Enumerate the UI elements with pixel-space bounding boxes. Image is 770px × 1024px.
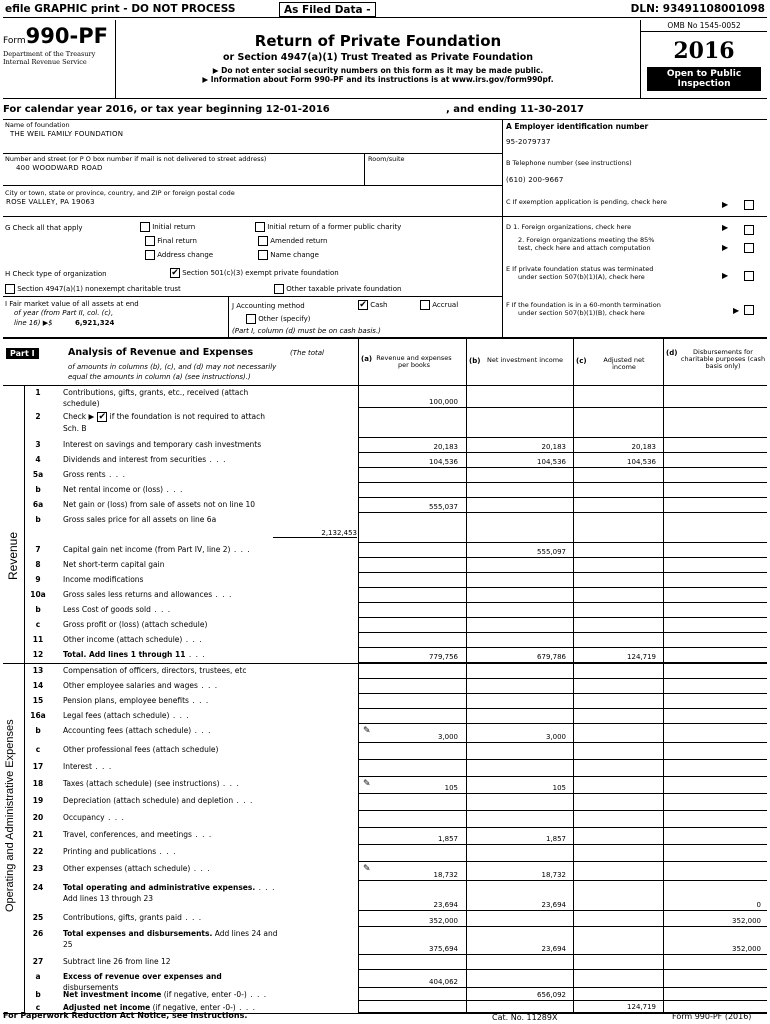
- amount-col-a: 23,694: [433, 901, 458, 909]
- line-description: Check ▶ ✔ if the foundation is not required to attach Sch. B: [63, 412, 265, 433]
- cash-option[interactable]: ✔ Cash: [359, 300, 388, 310]
- form-title: Return of Private Foundation: [254, 32, 502, 50]
- line-number: a: [35, 972, 41, 981]
- line-number: 23: [32, 864, 44, 873]
- line-description: Net investment income (if negative, enter -0-) . . .: [63, 990, 268, 999]
- amount-col-b: 23,694: [541, 945, 566, 953]
- line-number: 25: [32, 913, 44, 922]
- line-description: Contributions, gifts, grants, etc., received (attach schedule): [63, 388, 249, 408]
- name-change-checkbox[interactable]: [258, 250, 268, 260]
- part-i-line-27: [3, 955, 767, 970]
- amount-col-c: 20,183: [631, 443, 656, 451]
- street-label: Number and street (or P O box number if mail is not delivered to street address): [5, 155, 267, 163]
- amount-col-b: 20,183: [541, 443, 566, 451]
- g-final-return[interactable]: Final return: [145, 236, 197, 246]
- room-label: Room/suite: [368, 155, 405, 163]
- part-i-line-b: [3, 603, 767, 618]
- amount-col-a: 3,000: [437, 733, 458, 741]
- line-number: b: [35, 485, 41, 494]
- amount-col-a: 375,694: [429, 945, 458, 953]
- part-i-line-5a: [3, 468, 767, 483]
- part-i-line-8: [3, 558, 767, 573]
- form-title-block: [120, 32, 636, 84]
- line-description: Interest . . .: [63, 762, 113, 771]
- line-number: 14: [32, 681, 44, 690]
- calendar-year-line: [3, 104, 330, 115]
- line-description: Capital gain net income (from Part IV, line 2) . . .: [63, 545, 251, 554]
- amount-col-c: 104,536: [627, 458, 656, 466]
- line-number: 26: [32, 929, 44, 938]
- attachment-icon[interactable]: ✎: [363, 864, 371, 874]
- line-description: Total. Add lines 1 through 11 . . .: [63, 650, 206, 659]
- line-number: 24: [32, 883, 44, 892]
- omb-number: OMB No 1545-0052: [641, 20, 767, 32]
- e-label-a: E If private foundation status was terminated: [506, 265, 654, 273]
- g-name-change[interactable]: Name change: [258, 250, 319, 260]
- part-i-line-b: [3, 988, 767, 1001]
- part-i-line-b: [3, 724, 767, 743]
- g-initial-return[interactable]: Initial return: [140, 222, 195, 232]
- line-number: 15: [32, 696, 44, 705]
- part-i-line-20: [3, 811, 767, 828]
- line-description: Income modifications: [63, 575, 144, 584]
- line-description: Printing and publications . . .: [63, 847, 177, 856]
- line-description: Compensation of officers, directors, trustees, etc: [63, 666, 247, 675]
- amount-col-b: 1,857: [545, 835, 566, 843]
- line-number: 10a: [30, 590, 46, 599]
- d2-checkbox[interactable]: [744, 243, 754, 253]
- line-description: Less Cost of goods sold . . .: [63, 605, 172, 614]
- line-description: Contributions, gifts, grants paid . . .: [63, 913, 203, 922]
- d1-label: D 1. Foreign organizations, check here: [506, 223, 632, 231]
- info-note: ▶ Information about Form 990-PF and its instructions is at www.irs.gov/form990pf.: [202, 75, 554, 84]
- line-description: Other professional fees (attach schedule): [63, 745, 219, 754]
- amount-col-a: 20,183: [433, 443, 458, 451]
- omb-year-block: [640, 20, 767, 98]
- foundation-name-label: Name of foundation: [5, 121, 70, 129]
- f-label-b: under section 507(b)(1)(B), check here: [518, 309, 645, 317]
- line-description: Other expenses (attach schedule) . . .: [63, 864, 211, 873]
- line-number: 18: [32, 779, 44, 788]
- line-number: 5a: [32, 470, 44, 479]
- fmv-label-2: of year (from Part II, col. (c),: [14, 309, 114, 317]
- line-number: 27: [32, 957, 44, 966]
- line-number: 21: [32, 830, 44, 839]
- cash-checkbox[interactable]: ✔: [359, 300, 367, 310]
- amount-col-a: 404,062: [429, 978, 458, 986]
- attachment-icon[interactable]: ✎: [363, 726, 371, 736]
- g-amended-return[interactable]: Amended return: [258, 236, 327, 246]
- line-number: 22: [32, 847, 44, 856]
- line-description: Pension plans, employee benefits . . .: [63, 696, 210, 705]
- h-other-checkbox[interactable]: [274, 284, 284, 294]
- initial-former-checkbox[interactable]: [255, 222, 265, 232]
- line-number: 6a: [32, 500, 44, 509]
- line-description: Accounting fees (attach schedule) . . .: [63, 726, 212, 735]
- line-description: Net rental income or (loss) . . .: [63, 485, 184, 494]
- part-i-line-c: [3, 743, 767, 760]
- cash-basis-note: (Part I, column (d) must be on cash basis.): [232, 327, 381, 335]
- line-description: Dividends and interest from securities . . .: [63, 455, 227, 464]
- line-number: b: [35, 515, 41, 524]
- line-number: 1: [35, 388, 41, 397]
- amount-col-a: 104,536: [429, 458, 458, 466]
- part-i-line-9: [3, 573, 767, 588]
- g-check-label: G Check all that apply: [5, 224, 83, 232]
- tax-year-begin: For calendar year 2016, or tax year beginning 12-01-2016: [3, 104, 330, 115]
- amount-col-a: 779,756: [429, 653, 458, 661]
- print-note: efile GRAPHIC print - DO NOT PROCESS: [5, 3, 236, 15]
- address-change-checkbox[interactable]: [145, 250, 155, 260]
- gross-sales-price-value: 2,132,453: [273, 529, 357, 538]
- form-number: 990-PF: [25, 24, 108, 48]
- tax-year-end: , and ending 11-30-2017: [446, 104, 584, 115]
- line-description: Gross rents . . .: [63, 470, 126, 479]
- paperwork-notice: For Paperwork Reduction Act Notice, see instructions.: [3, 1011, 248, 1020]
- amount-col-b: 23,694: [541, 901, 566, 909]
- line-description: Interest on savings and temporary cash investments: [63, 440, 262, 449]
- other-method-checkbox[interactable]: [246, 314, 256, 324]
- attachment-icon[interactable]: ✎: [363, 779, 371, 789]
- line-description: Taxes (attach schedule) (see instructions) . . .: [63, 779, 240, 788]
- part-i-line-26: [3, 927, 767, 955]
- line-description: Excess of revenue over expenses and disbursements: [63, 972, 222, 992]
- ssn-note: ▶ Do not enter social security numbers on this form as it may be made public.: [212, 66, 544, 75]
- amount-col-b: 679,786: [537, 653, 566, 661]
- amended-return-checkbox[interactable]: [258, 236, 268, 246]
- line-number: 3: [35, 440, 41, 449]
- f-label-a: F If the foundation is in a 60-month termination: [506, 301, 661, 309]
- h-501c3-option[interactable]: ✔ Section 501(c)(3) exempt private foundation: [171, 268, 339, 278]
- part-i-line-7: [3, 543, 767, 558]
- tax-year: 2016: [673, 38, 735, 64]
- col-d-header: Disbursements for charitable purposes (cash basis only): [680, 348, 766, 370]
- part-i-line-4: [3, 453, 767, 468]
- top-status-bar: [3, 2, 767, 18]
- exemption-pending-label: C If exemption application is pending, check here: [506, 198, 667, 206]
- foundation-name: THE WEIL FAMILY FOUNDATION: [10, 130, 124, 138]
- street-value: 400 WOODWARD ROAD: [16, 164, 103, 172]
- amount-col-b: 104,536: [537, 458, 566, 466]
- part-i-line-11: [3, 633, 767, 648]
- line-description: Total operating and administrative expenses. . . . Add lines 13 through 23: [63, 883, 276, 903]
- amount-col-a: 18,732: [433, 871, 458, 879]
- dln-number: DLN: 93491108001098: [630, 3, 765, 15]
- line-number: 20: [32, 813, 44, 822]
- line-description: Net short-term capital gain: [63, 560, 165, 569]
- phone-label: B Telephone number (see instructions): [506, 159, 632, 167]
- amount-col-a: 555,037: [429, 503, 458, 511]
- accounting-method-label: J Accounting method: [232, 302, 305, 310]
- amount-col-d: 352,000: [732, 945, 761, 953]
- amount-col-d: 0: [756, 901, 761, 909]
- h-type-label: H Check type of organization: [5, 270, 107, 278]
- part-i-line-23: [3, 862, 767, 881]
- d1-checkbox[interactable]: [744, 225, 754, 235]
- form-id-block: [3, 20, 115, 98]
- line-number: b: [35, 726, 41, 735]
- form-prefix: Form: [3, 36, 26, 46]
- form-footer-id: Form 990-PF (2016): [672, 1012, 752, 1021]
- line-description: Other employee salaries and wages . . .: [63, 681, 219, 690]
- amount-col-a: 105: [444, 784, 458, 792]
- part-i-desc-2: equal the amounts in column (a) (see instructions).): [68, 373, 251, 381]
- e-label-b: under section 507(b)(1)(A), check here: [518, 273, 645, 281]
- phone-value: (610) 200-9667: [506, 176, 564, 184]
- line-description: Legal fees (attach schedule) . . .: [63, 711, 190, 720]
- part-i-line-15: [3, 694, 767, 709]
- dept-irs: Internal Revenue Service: [3, 58, 87, 66]
- line-number: b: [35, 605, 41, 614]
- part-i-line-1: [3, 386, 767, 408]
- public-inspection-badge: Open to Public Inspection: [647, 67, 761, 91]
- part-i-line-18: [3, 777, 767, 794]
- ein-label: A Employer identification number: [506, 122, 649, 131]
- dept-treasury: Department of the Treasury: [3, 50, 96, 58]
- part-i-line-13: [3, 664, 767, 679]
- amount-col-c: 124,719: [627, 653, 656, 661]
- h-501c3-checkbox[interactable]: ✔: [171, 268, 179, 278]
- part-i-line-17: [3, 760, 767, 777]
- part-i-line-16a: [3, 709, 767, 724]
- line-description: Gross sales less returns and allowances . . .: [63, 590, 233, 599]
- col-c-header: Adjusted net income: [603, 356, 645, 371]
- line-number: 2: [35, 412, 41, 421]
- line-description: Total expenses and disbursements. Add lines 24 and 25: [63, 929, 278, 949]
- city-label: City or town, state or province, country, and ZIP or foreign postal code: [5, 189, 235, 197]
- g-initial-former[interactable]: Initial return of a former public charity: [255, 222, 401, 232]
- line-number: 8: [35, 560, 41, 569]
- cat-number: Cat. No. 11289X: [492, 1013, 558, 1022]
- line-description: Depreciation (attach schedule) and depletion . . .: [63, 796, 254, 805]
- initial-return-checkbox[interactable]: [140, 222, 150, 232]
- part-i-line-12: [3, 648, 767, 663]
- col-b-header: Net investment income: [486, 356, 564, 364]
- sch-b-checkbox[interactable]: ✔: [98, 412, 106, 422]
- line-number: 12: [32, 650, 44, 659]
- filed-data-label: As Filed Data -: [279, 2, 376, 17]
- line-number: 17: [32, 762, 44, 771]
- accrual-checkbox[interactable]: [420, 300, 430, 310]
- accrual-option[interactable]: Accrual: [420, 300, 458, 310]
- part-i-title: Analysis of Revenue and Expenses: [68, 347, 254, 358]
- revenue-side-label: Revenue: [6, 531, 20, 580]
- line-number: c: [35, 1003, 41, 1012]
- amount-col-a: 100,000: [429, 398, 458, 406]
- form-subtitle: or Section 4947(a)(1) Trust Treated as Private Foundation: [222, 52, 534, 63]
- line-description: Adjusted net income (if negative, enter -0-) . . .: [63, 1003, 257, 1012]
- part-i-desc-1: of amounts in columns (b), (c), and (d) may not necessarily: [68, 363, 277, 371]
- amount-col-b: 18,732: [541, 871, 566, 879]
- amount-col-a: 1,857: [437, 835, 458, 843]
- part-i-line-3: [3, 438, 767, 453]
- line-number: 9: [35, 575, 41, 584]
- amount-col-b: 105: [552, 784, 566, 792]
- fmv-label-3: line 16) ▶$: [14, 319, 53, 327]
- part-i-line-b: [3, 483, 767, 498]
- line-number: c: [35, 745, 41, 754]
- part-i-line-24: [3, 881, 767, 911]
- part-i-line-2: [3, 410, 767, 438]
- h-4947-option[interactable]: Section 4947(a)(1) nonexempt charitable trust: [5, 284, 181, 294]
- part-i-line-c: [3, 618, 767, 633]
- line-number: 16a: [30, 711, 46, 720]
- fmv-label-1: I Fair market value of all assets at end: [5, 300, 139, 308]
- amount-col-b: 3,000: [545, 733, 566, 741]
- amount-col-b: 555,097: [537, 548, 566, 556]
- amount-col-a: 352,000: [429, 917, 458, 925]
- col-a-header: Revenue and expenses per books: [376, 354, 452, 369]
- line-number: 19: [32, 796, 44, 805]
- f-checkbox[interactable]: [744, 305, 754, 315]
- line-number: 11: [32, 635, 44, 644]
- part-i-line-6a: [3, 498, 767, 513]
- line-description: Gross sales price for all assets on line 6a: [63, 515, 217, 524]
- amount-col-b: 656,092: [537, 991, 566, 999]
- part-i-line-10a: [3, 588, 767, 603]
- g-address-change[interactable]: Address change: [145, 250, 213, 260]
- part-i-line-25: [3, 911, 767, 927]
- line-description: Gross profit or (loss) (attach schedule): [63, 620, 208, 629]
- d2-label-b: test, check here and attach computation: [518, 244, 651, 252]
- fmv-value: 6,921,324: [75, 319, 115, 327]
- part-i-line-14: [3, 679, 767, 694]
- other-method-option[interactable]: Other (specify): [246, 314, 310, 324]
- line-number: 7: [35, 545, 41, 554]
- h-4947-checkbox[interactable]: [5, 284, 15, 294]
- expenses-side-label: Operating and Administrative Expenses: [4, 719, 16, 912]
- line-description: Travel, conferences, and meetings . . .: [63, 830, 213, 839]
- h-other-option[interactable]: Other taxable private foundation: [274, 284, 401, 294]
- part-i-tag: Part I: [6, 348, 39, 359]
- part-i-line-22: [3, 845, 767, 862]
- final-return-checkbox[interactable]: [145, 236, 155, 246]
- amount-col-d: 352,000: [732, 917, 761, 925]
- line-description: Subtract line 26 from line 12: [63, 957, 171, 966]
- part-i-line-a: [3, 970, 767, 992]
- exemption-pending-checkbox[interactable]: [744, 200, 754, 210]
- line-number: 4: [35, 455, 41, 464]
- line-description: Occupancy . . .: [63, 813, 125, 822]
- line-number: 13: [32, 666, 44, 675]
- line-number: b: [35, 990, 41, 999]
- line-description: Net gain or (loss) from sale of assets not on line 10: [63, 500, 256, 509]
- amount-col-c: 124,719: [627, 1003, 656, 1011]
- part-i-line-b: [3, 513, 767, 543]
- ein-value: 95-2079737: [506, 138, 551, 146]
- part-i-line-21: [3, 828, 767, 845]
- part-i-line-19: [3, 794, 767, 811]
- city-value: ROSE VALLEY, PA 19063: [6, 198, 95, 206]
- line-number: c: [35, 620, 41, 629]
- line-description: Other income (attach schedule) . . .: [63, 635, 203, 644]
- e-checkbox[interactable]: [744, 271, 754, 281]
- d2-label-a: 2. Foreign organizations meeting the 85%: [518, 236, 655, 244]
